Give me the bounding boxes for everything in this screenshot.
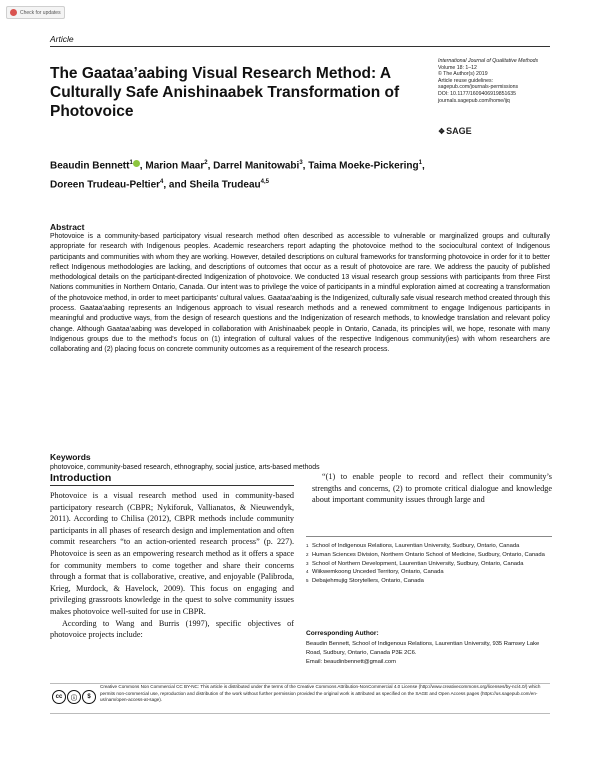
affiliation-number: 5 (306, 578, 309, 584)
abstract-heading: Abstract (50, 222, 85, 232)
author-affiliation-mark: 2 (204, 160, 208, 166)
author-name: Marion Maar (145, 160, 205, 172)
intro-paragraph: Photovoice is a visual research method used in community-based participatory research (CBPR; Nykiforuk, Vallianatos, & Nieuwendyk, 2011). According to Chilisa (2012), CBPR methods include community participants in all phases of research design and implementation and often commit researchers “to an action-oriented research process” (p. 227). Photovoice is seen as an empowering research method as it offers a space for community members to come together and share their concerns through a format that is collaborative, creative, and enjoyable (Palibroda, Krieg, Murdock, & Havelock, 2009). This focus on engaging and privileging grassroots knowledge in the quest to solve community issues makes photovoice well-suited for use in CBPR. (50, 491, 294, 616)
intro-quote: “(1) to enable people to record and reflect their community’s strengths and concerns, (2) to promote critical dialogue and knowledge about important community issues through large and (312, 472, 552, 505)
check-for-updates-label: Check for updates (20, 9, 61, 16)
sage-logo (438, 126, 472, 136)
corresponding-author (306, 640, 552, 667)
journal-name: International Journal of Qualitative Methods (438, 58, 539, 64)
footnote-divider (306, 536, 552, 537)
author-affiliation-mark: 4,5 (260, 179, 269, 186)
author-affiliation-mark: 1 (418, 160, 422, 166)
affiliations (306, 542, 552, 586)
corresponding-author-heading: Corresponding Author: (306, 630, 379, 637)
author-name: Sheila Trudeau (189, 179, 261, 191)
journal-url[interactable]: journals.sagepub.com/home/ijq (438, 97, 510, 104)
reuse-link[interactable]: sagepub.com/journals-permissions (438, 84, 519, 91)
journal-metadata (438, 58, 588, 104)
author-affiliation-mark: 1 (129, 160, 133, 166)
intro-paragraph: According to Wang and Burris (1997), specific objectives of photovoice projects include: (50, 618, 294, 640)
author-name: Beaudin Bennett (50, 160, 130, 172)
introduction-heading: Introduction (50, 472, 112, 484)
sage-logo-icon: ❖ (438, 126, 446, 136)
update-icon (10, 9, 17, 16)
author-name: Taima Moeke-Pickering (308, 160, 419, 172)
affiliation-number: 1 (306, 543, 309, 548)
cc-by-nc-logo (52, 686, 97, 708)
journal-volume: Volume 18: 1–12 (438, 64, 477, 71)
affiliation-number: 3 (306, 560, 309, 566)
header-divider (50, 46, 550, 47)
check-for-updates-badge[interactable] (6, 6, 65, 19)
author-affiliation-mark: 4 (160, 179, 164, 186)
author-name: Doreen Trudeau-Peltier (50, 179, 161, 191)
author-list: Beaudin Bennett$^1$ , Marion Maar$^2$, Darrel Manitowabi$^3$, Taima Moeke-Pickering$^1$, Doreen Trudeau-Peltier$^4$, and Sheila Trudeau$^{4,5}$ (50, 160, 425, 191)
affiliation-item (306, 542, 552, 551)
intro-column-left (50, 490, 294, 641)
article-title: The Gaataa’aabing Visual Research Method: A Culturally Safe Anishinaabek Transformation of Photovoice (50, 65, 400, 120)
by-icon: ⓘ (67, 690, 81, 704)
article-type-label: Article (50, 34, 74, 44)
sage-logo-text: SAGE (446, 126, 472, 136)
reuse-guidelines: Article reuse guidelines: (438, 77, 494, 84)
corresponding-address: Beaudin Bennett, School of Indigenous Relations, Laurentian University, 935 Ramsey Lake Road, Sudbury, Ontario, Canada P3E 2C6. (306, 641, 540, 656)
affiliation-number: 4 (306, 569, 309, 575)
affiliation-text: Wiikwemkoong Unceded Territory, Ontario, Canada (312, 569, 444, 576)
affiliation-number: 2 (306, 551, 309, 557)
abstract-text: Photovoice is a community-based participatory visual research method often described as accessible to vulnerable or marginalized groups and culturally appropriate for research with Indigenous peoples. Academic researchers report adapting the photovoice method to the sociocultural context of Indigenous participants and communities with whom they are working. However, detailed descriptions on cultural frameworks for transforming photovoice in order for it to better reflect Indigenous methodologies are lacking, and descriptions of outcomes that occur as a result of photovoice are rare. We address the paucity of published methodological details on the participant-directed Indigenization of photovoice. We conducted 13 visual research group sessions with participants from three First Nations communities in Northern Ontario, Canada. Our intent was to privilege the voice of participants in a mindful exploration aimed at cocreating a transformation of the photovoice method, in order to meet participants’ cultural values. Gaataa’aabing is the Indigenized, culturally safe visual research method created through this process. Gaataa’aabing represents an Indigenous approach to visual research methods and a renewed commitment to engage Indigenous participants in meaningful and productive ways, from the design of research questions and the Indigenization of research methods, to knowledge translation and relevant policy change. Although Gaataa’aabing was developed in collaboration with Anishinaabek people in Ontario, Canada, its principles will, we hope, resonate with many Indigenous groups due to the method’s focus on (1) integration of cultural values of the respective Indigenous community(ies) with whom researchers are collaborating and (2) placing focus on concrete community outcomes as a requirement of the research process. (50, 233, 550, 354)
license-text: Creative Commons Non Commercial CC BY-NC: This article is distributed under the terms of the Creative Commons Attribution-NonCommercial 4.0 License (http://www.creativecommons.org/licenses/by-nc/4.0/) which permits non-commercial use, reproduction and distribution of the work without further permission provided the original work is attributed as specified on the SAGE and Open Access pages (https://us.sagepub.com/en-us/nam/open-access-at-sage). (100, 684, 541, 702)
affiliation-item (306, 568, 552, 577)
affiliation-text: Human Sciences Division, Northern Ontario School of Medicine, Sudbury, Ontario, Canada (312, 551, 545, 558)
affiliation-item (306, 551, 552, 560)
affiliation-text: Debajehmujig Storytellers, Ontario, Canada (312, 578, 424, 585)
affiliation-text: School of Indigenous Relations, Laurentian University, Sudbury, Ontario, Canada (312, 543, 520, 549)
keywords-heading: Keywords (50, 452, 91, 462)
corresponding-email[interactable]: Email: beaudinbennett@gmail.com (306, 659, 396, 665)
cc-icon: cc (52, 690, 66, 704)
orcid-icon[interactable] (133, 160, 140, 167)
affiliation-text: School of Northern Development, Laurentian University, Sudbury, Ontario, Canada (312, 560, 524, 567)
intro-divider (50, 485, 294, 486)
affiliation-item (306, 577, 552, 586)
keywords-text: photovoice, community-based research, ethnography, social justice, arts-based methods (50, 464, 320, 471)
author-name: Darrel Manitowabi (213, 160, 300, 172)
nc-icon: $ (82, 690, 96, 704)
affiliation-item (306, 560, 552, 569)
copyright: © The Author(s) 2019 (438, 71, 488, 78)
doi[interactable]: DOI: 10.1177/1609406919851635 (438, 90, 517, 97)
author-affiliation-mark: 3 (299, 160, 303, 166)
